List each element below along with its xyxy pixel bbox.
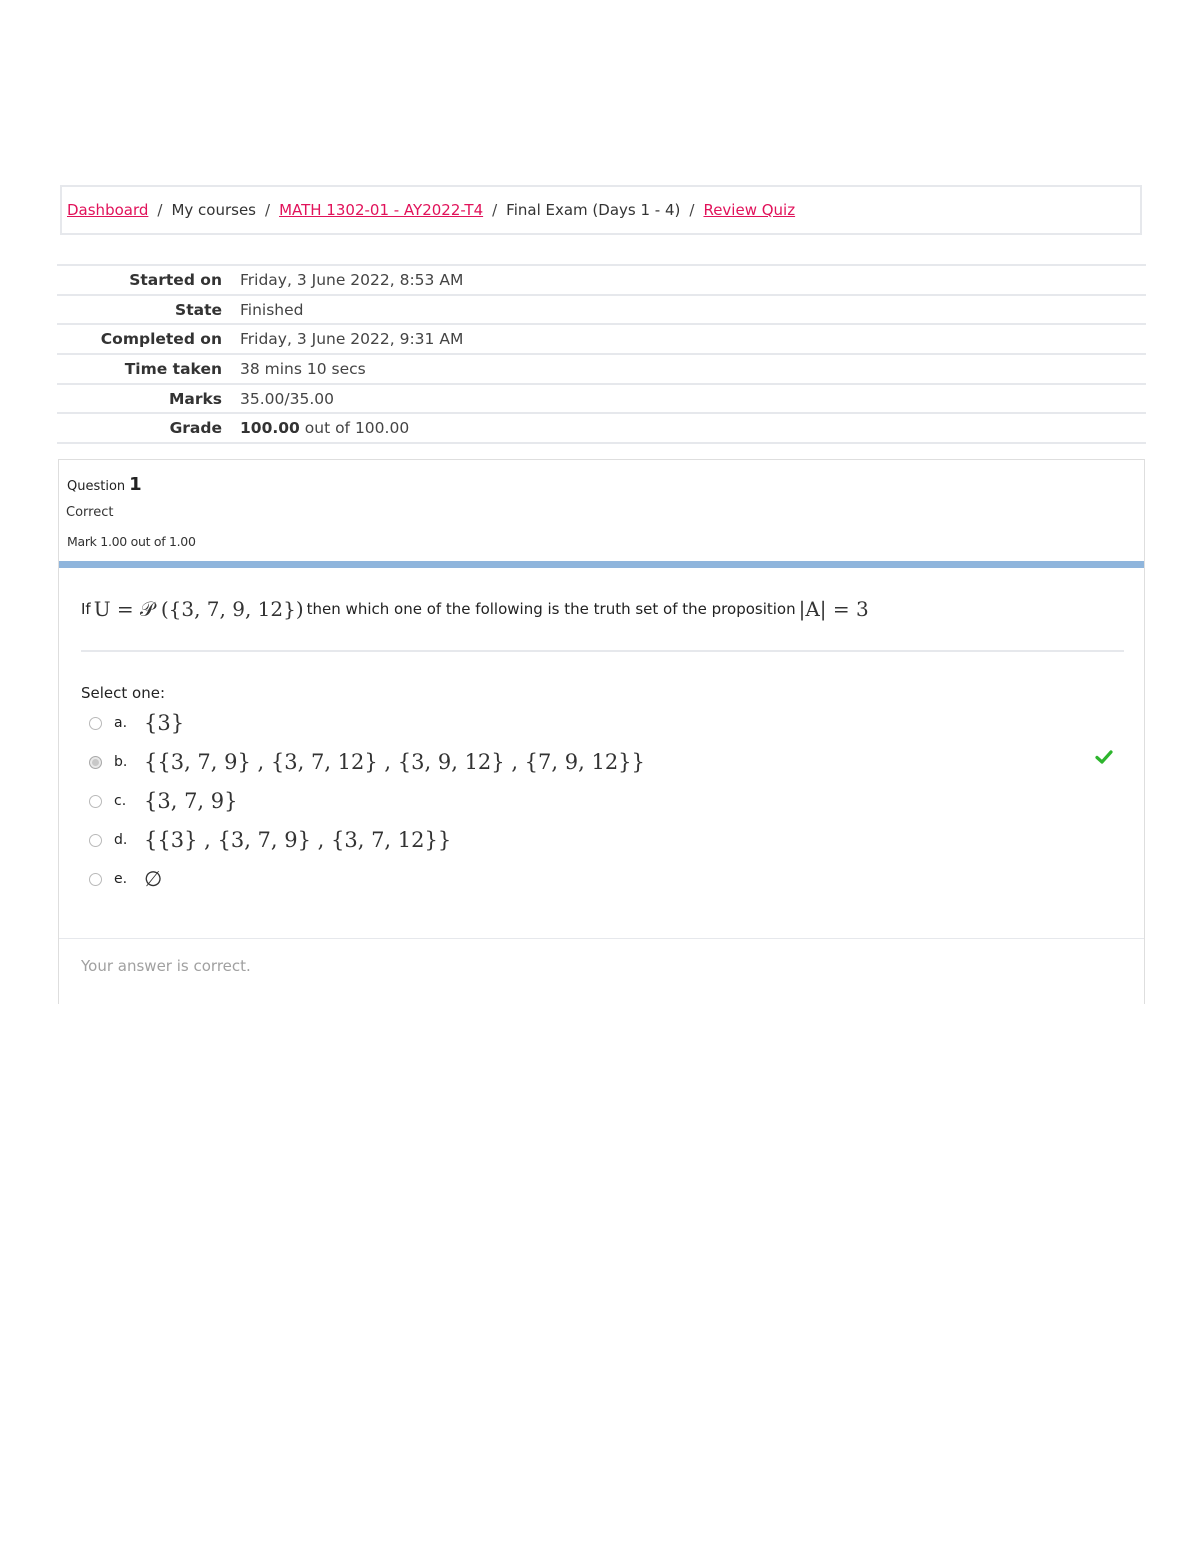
question-text-middle: then which one of the following is the truth set of the proposition (306, 600, 796, 618)
attempt-summary-table (57, 264, 1146, 444)
answer-option-e[interactable] (89, 867, 162, 891)
answer-letter: d. (114, 832, 128, 848)
answer-option-a[interactable] (89, 711, 184, 735)
summary-row-marks (57, 384, 1146, 414)
question-text (81, 597, 872, 621)
summary-label: Marks (168, 389, 222, 408)
question-content-bar (59, 561, 1144, 568)
select-one-prompt: Select one: (81, 684, 166, 702)
question-label-text: Question (67, 479, 126, 494)
question-info (59, 459, 1144, 561)
summary-label: Grade (169, 419, 222, 438)
breadcrumb (60, 185, 1142, 235)
answer-letter: a. (114, 715, 128, 731)
breadcrumb-item-my-courses: My courses (171, 201, 256, 219)
answer-letter: c. (114, 793, 127, 809)
question-divider (81, 650, 1124, 652)
answer-option-c[interactable] (89, 789, 238, 813)
breadcrumb-item-exam: Final Exam (Days 1 - 4) (506, 201, 681, 219)
summary-row-completed (57, 324, 1146, 354)
breadcrumb-link-review-quiz[interactable]: Review Quiz (703, 201, 796, 219)
answer-math: ∅ (144, 867, 163, 891)
question-label (67, 474, 142, 495)
answer-letter: b. (114, 754, 128, 770)
grade-score: 100.00 (240, 419, 300, 438)
answer-math: {{3, 7, 9} , {3, 7, 12} , {3, 9, 12} , {7, 9, 12}} (144, 750, 645, 774)
answer-feedback (59, 938, 1144, 1004)
answer-math: {3, 7, 9} (144, 789, 238, 813)
math-proposition: |A| = 3 (798, 597, 869, 621)
summary-value: Friday, 3 June 2022, 8:53 AM (240, 270, 464, 289)
summary-row-started (57, 265, 1146, 295)
summary-label: Started on (129, 270, 222, 289)
answer-option-b[interactable] (89, 750, 645, 774)
summary-label: State (175, 300, 222, 319)
answer-letter: e. (114, 871, 128, 887)
summary-row-state (57, 295, 1146, 325)
summary-value (238, 413, 1146, 443)
summary-value: Finished (240, 300, 304, 319)
question-text-if: If (81, 600, 91, 618)
breadcrumb-separator: / (265, 201, 271, 219)
answer-radio-e[interactable] (89, 873, 102, 886)
summary-label: Time taken (124, 359, 222, 378)
breadcrumb-link-dashboard[interactable]: Dashboard (67, 201, 149, 219)
summary-row-grade (57, 413, 1146, 443)
answer-radio-b[interactable] (89, 756, 102, 769)
breadcrumb-link-course[interactable]: MATH 1302-01 - AY2022-T4 (279, 201, 484, 219)
breadcrumb-separator: / (689, 201, 695, 219)
answer-radio-a[interactable] (89, 717, 102, 730)
breadcrumb-separator: / (157, 201, 163, 219)
grade-total: out of 100.00 (304, 419, 410, 438)
breadcrumb-separator: / (492, 201, 498, 219)
summary-value: 35.00/35.00 (240, 389, 334, 408)
question-mark: Mark 1.00 out of 1.00 (67, 534, 196, 549)
question-card (58, 459, 1145, 1004)
summary-label: Completed on (100, 330, 222, 349)
check-icon (1095, 749, 1113, 765)
answer-radio-d[interactable] (89, 834, 102, 847)
answer-math: {{3} , {3, 7, 9} , {3, 7, 12}} (144, 828, 452, 852)
question-state: Correct (66, 505, 114, 520)
question-number: 1 (129, 474, 142, 495)
answer-radio-c[interactable] (89, 795, 102, 808)
feedback-text: Your answer is correct. (81, 957, 251, 975)
summary-value: Friday, 3 June 2022, 9:31 AM (240, 330, 464, 349)
summary-value: 38 mins 10 secs (240, 359, 366, 378)
answer-option-d[interactable] (89, 828, 451, 852)
math-universe: U = 𝒫 ({3, 7, 9, 12}) (93, 597, 304, 621)
summary-row-time-taken (57, 354, 1146, 384)
answer-math: {3} (144, 711, 185, 735)
